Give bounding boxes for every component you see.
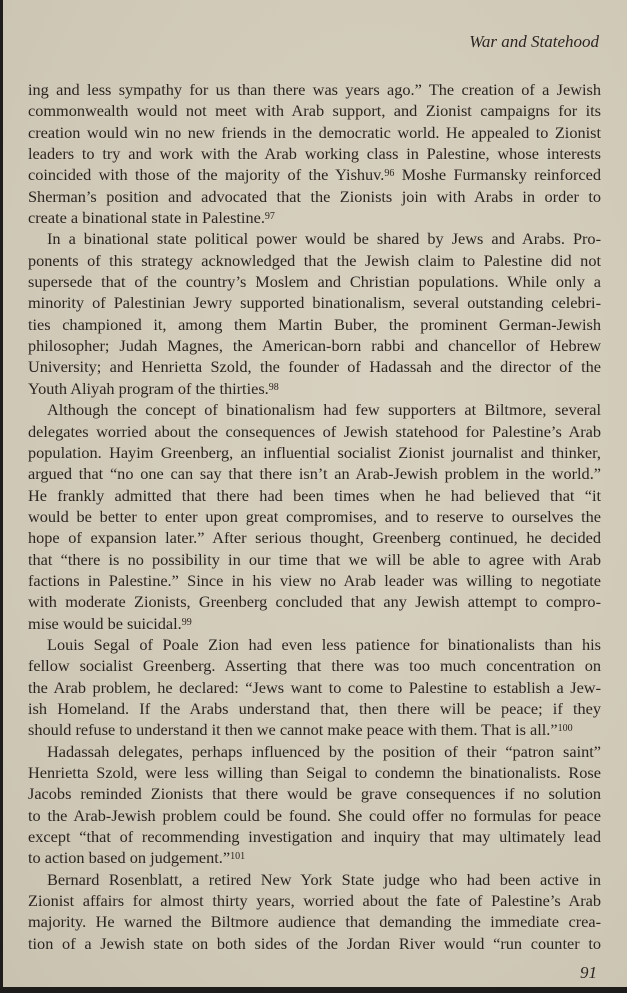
line-text: He frankly admitted that there had been times when he had believed that “it [28, 485, 601, 505]
line-text: to the Arab-Jewish problem could be found. She could offer no formulas for peace [28, 805, 601, 825]
line-text: Sherman’s position and advocated that the Zionists join with Arabs in order to [28, 186, 601, 206]
line-text: Bernard Rosenblatt, a retired New York State judge who had been active in [47, 869, 601, 889]
line-text: tion of a Jewish state on both sides of the Jordan River would “run counter to [28, 933, 601, 953]
line-text: with moderate Zionists, Greenberg concluded that any Jewish attempt to compro- [28, 592, 601, 612]
footnote-marker: 101 [230, 851, 246, 863]
line-text: supersede that of the country’s Moslem and Christian populations. While only a [28, 272, 601, 292]
text-line [28, 164, 601, 185]
line-text: population. Hayim Greenberg, an influential socialist Zionist journalist and thinker, [28, 442, 601, 462]
text-line [28, 933, 601, 954]
line-text: In a binational state political power would be shared by Jews and Arabs. Pro- [47, 229, 601, 249]
text-line [28, 378, 601, 399]
text-line [28, 741, 601, 762]
text-line [28, 634, 601, 655]
text-line [28, 762, 601, 783]
text-line [28, 890, 601, 911]
line-text: ing and less sympathy for us than there was years ago.” The creation of a Jewish [28, 80, 601, 99]
text-line [28, 314, 601, 335]
text-line [28, 847, 601, 868]
footnote-marker: 100 [557, 723, 573, 735]
text-line [28, 677, 601, 698]
line-text: minority of Palestinian Jewry supported binationalism, several outstanding celebri- [28, 293, 601, 313]
line-text: factions in Palestine.” Since in his view no Arab leader was willing to negotiate [28, 570, 601, 590]
line-text: philosopher; Judah Magnes, the American-born rabbi and chancellor of Hebrew [28, 336, 601, 356]
line-text: University; and Henrietta Szold, the founder of Hadassah and the director of the [28, 357, 601, 377]
line-text: ties championed it, among them Martin Buber, the prominent German-Jewish [28, 314, 601, 334]
footnote-marker: 98 [268, 381, 279, 393]
text-line [28, 186, 601, 207]
line-text: leaders to try and work with the Arab working class in Palestine, whose interests [28, 144, 601, 164]
line-text: majority. He warned the Biltmore audience that demanding the immediate crea- [28, 912, 601, 932]
footnote-marker: 96 [384, 168, 395, 180]
line-text: except “that of recommending investigation and inquiry that may ultimately lead [28, 827, 601, 847]
footnote-marker: 99 [181, 616, 192, 628]
text-line [28, 570, 601, 591]
line-text: Jacobs reminded Zionists that there would be grave consequences if no solution [28, 784, 601, 804]
text-line [28, 79, 601, 100]
text-line [28, 100, 601, 121]
line-text: creation would win no new friends in the democratic world. He appealed to Zionist [28, 122, 601, 142]
page-number: 91 [580, 963, 597, 982]
text-line [28, 549, 601, 570]
line-text: Although the concept of binationalism had few supporters at Biltmore, several [47, 400, 601, 420]
text-line [28, 783, 601, 804]
line-text: to action based on judgement.” [28, 848, 231, 868]
text-line [28, 207, 601, 228]
text-line [28, 805, 601, 826]
text-line [28, 655, 601, 676]
text-line [28, 250, 601, 271]
line-text-continued: Moshe Furmansky reinforced [394, 165, 601, 185]
line-text: fellow socialist Greenberg. Asserting that there was too much concentration on [28, 656, 601, 676]
text-line [28, 143, 601, 164]
text-line [28, 292, 601, 313]
text-line [28, 442, 601, 463]
text-line [28, 613, 601, 634]
text-line [28, 335, 601, 356]
text-line [28, 485, 601, 506]
line-text: create a binational state in Palestine. [28, 208, 265, 228]
text-line [28, 271, 601, 292]
line-text: Louis Segal of Poale Zion had even less patience for binationalists than his [47, 634, 601, 654]
line-text: would be better to enter upon great compromises, and to reserve to ourselves the [28, 506, 601, 526]
line-text: mise would be suicidal. [28, 613, 182, 633]
text-line [28, 698, 601, 719]
text-line [28, 421, 601, 442]
running-head: War and Statehood [469, 32, 599, 51]
text-line [28, 527, 601, 548]
line-text: Zionist affairs for almost thirty years, worried about the fate of Palestine’s Arab [28, 891, 601, 911]
text-line [28, 506, 601, 527]
footnote-marker: 97 [264, 211, 275, 223]
line-text: should refuse to understand it then we cannot make peace with them. That is all.” [28, 720, 558, 740]
line-text: that “there is no possibility in our time that we will be able to agree with Arab [28, 549, 601, 569]
line-text: Youth Aliyah program of the thirties. [28, 378, 269, 398]
line-text: hope of expansion later.” After serious thought, Greenberg continued, he decided [28, 528, 601, 548]
line-text: ish Homeland. If the Arabs understand that, then there will be peace; if they [28, 698, 601, 718]
book-page [3, 0, 627, 987]
body-text [28, 79, 601, 954]
line-text: coincided with those of the majority of the Yishuv. [28, 165, 385, 185]
line-text: argued that “no one can say that there isn’t an Arab-Jewish problem in the world.” [28, 464, 601, 484]
text-line [28, 826, 601, 847]
text-line [28, 591, 601, 612]
line-text: ponents of this strategy acknowledged that the Jewish claim to Palestine did not [28, 250, 601, 270]
line-text: the Arab problem, he declared: “Jews want to come to Palestine to establish a Jew- [28, 677, 601, 697]
text-line [28, 399, 601, 420]
text-line [28, 356, 601, 377]
line-text: delegates worried about the consequences of Jewish statehood for Palestine’s Arab [28, 421, 601, 441]
text-line [28, 122, 601, 143]
text-line [28, 463, 601, 484]
text-line [28, 911, 601, 932]
line-text: Hadassah delegates, perhaps influenced by the position of their “patron saint” [47, 741, 601, 761]
line-text: commonwealth would not meet with Arab support, and Zionist campaigns for its [28, 101, 601, 121]
text-line [28, 869, 601, 890]
text-line [28, 719, 601, 740]
line-text: Henrietta Szold, were less willing than Seigal to condemn the binationalists. Rose [28, 763, 601, 782]
text-line [28, 228, 601, 249]
